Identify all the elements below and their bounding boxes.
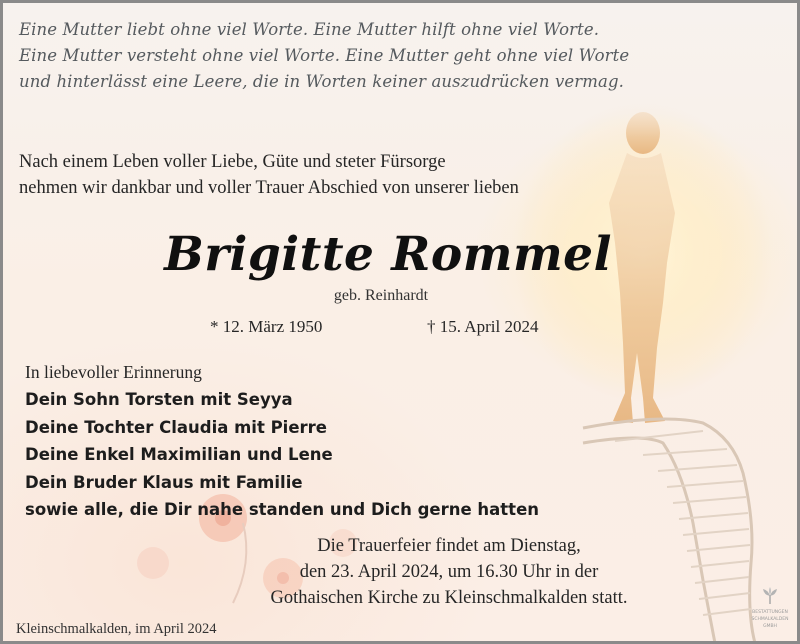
mourner-line: Dein Bruder Klaus mit Familie: [25, 472, 303, 492]
deceased-name: Brigitte Rommel: [164, 227, 612, 282]
logo-text-line: SCHMALKALDEN: [751, 617, 789, 622]
service-line: Die Trauerfeier findet am Dienstag,: [317, 536, 581, 556]
mourner-line: Deine Tochter Claudia mit Pierre: [25, 417, 327, 437]
logo-text-line: GMBH: [763, 624, 777, 629]
poem: [19, 17, 629, 95]
mourners-list: [25, 359, 539, 524]
logo-text-line: BESTATTUNGEN: [752, 610, 788, 615]
mourner-line: Deine Enkel Maximilian und Lene: [25, 445, 333, 464]
intro-text: [19, 149, 519, 201]
death-date: † 15. April 2024: [427, 317, 539, 336]
service-line: den 23. April 2024, um 16.30 Uhr in der: [299, 562, 599, 582]
birth-name: geb. Reinhardt: [333, 287, 429, 304]
service-line: Gothaischen Kirche zu Kleinschmalkalden statt.: [270, 588, 628, 608]
birth-date: * 12. März 1950: [210, 317, 323, 336]
intro-line: nehmen wir dankbar und voller Trauer Abschied von unserer lieben: [19, 178, 519, 198]
mourners-lead: In liebevoller Erinnerung: [25, 362, 202, 382]
intro-line: Nach einem Leben voller Liebe, Güte und steter Fürsorge: [19, 152, 446, 172]
funeral-service-info: [189, 533, 709, 611]
place-and-date: Kleinschmalkalden, im April 2024: [16, 621, 217, 637]
poem-line: Eine Mutter liebt ohne viel Worte. Eine Mutter hilft ohne viel Worte.: [19, 20, 600, 39]
mourner-line: sowie alle, die Dir nahe standen und Dich gerne hatten: [25, 500, 540, 519]
flower-icon: [760, 587, 780, 605]
mourner-line: Dein Sohn Torsten mit Seyya: [25, 390, 293, 409]
funeral-home-logo: [749, 587, 791, 630]
poem-line: Eine Mutter versteht ohne viel Worte. Eine Mutter geht ohne viel Worte: [19, 46, 630, 65]
poem-line: und hinterlässt eine Leere, die in Worten keiner auszudrücken vermag.: [19, 72, 624, 91]
